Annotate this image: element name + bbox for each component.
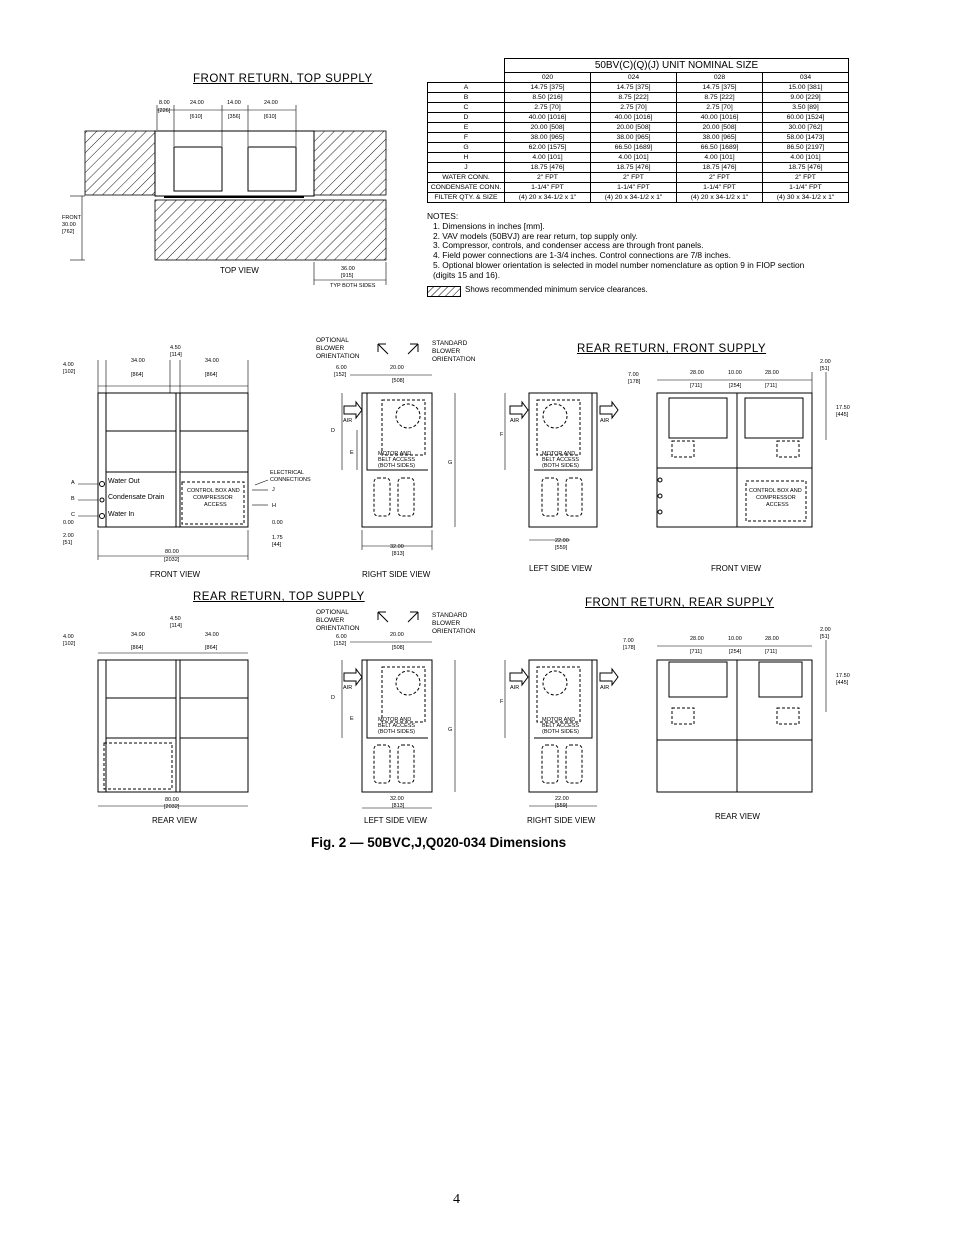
frs-dim-4-mm: [711]	[765, 649, 777, 655]
table-cell: 1-1/4" FPT	[763, 183, 849, 193]
right-side-view-label-lower: RIGHT SIDE VIEW	[527, 816, 596, 825]
fv-zero-left: 0.00	[63, 520, 74, 526]
rfs-dim-3-mm: [254]	[729, 383, 742, 389]
front-view-label: FRONT VIEW	[150, 570, 201, 579]
fv-dim-width-mm: [2032]	[164, 557, 180, 563]
fv-dim-width: 80.00	[165, 549, 179, 555]
elec-conn-label-1: ELECTRICAL	[270, 470, 304, 476]
rsv-letter-d: D	[331, 428, 335, 434]
note-item: 2. VAV models (50BVJ) are rear return, top supply only.	[433, 230, 638, 241]
rfs-ctrl-2: COMPRESSOR	[756, 495, 796, 501]
top-dim-4: 24.00	[264, 100, 278, 106]
row-label: F	[428, 133, 505, 143]
lsv2-dim-2-mm: [508]	[392, 645, 405, 651]
rsv2-dim-depth-mm: [559]	[555, 803, 568, 809]
row-label: CONDENSATE CONN.	[428, 183, 505, 193]
fv-letter-h: H	[272, 503, 276, 509]
elec-conn-label-2: CONNECTIONS	[270, 477, 311, 483]
lsv-letter-f: F	[500, 432, 504, 438]
table-cell: 14.75 [375]	[505, 83, 591, 93]
note-item: 5. Optional blower orientation is selected in model number nomenclature as option 9 in FIOP section	[433, 259, 805, 270]
lsv2-letter-e: E	[350, 716, 354, 722]
top-view-label: TOP VIEW	[220, 266, 259, 275]
table-cell: 60.00 [1524]	[763, 113, 849, 123]
top-dim-4-mm: [610]	[264, 114, 277, 120]
table-cell: 1-1/4" FPT	[591, 183, 677, 193]
top-dim-3: 14.00	[227, 100, 241, 106]
row-label: D	[428, 113, 505, 123]
table-cell: (4) 20 x 34-1/2 x 1"	[677, 193, 763, 203]
section-title-rear-return-front-supply: REAR RETURN, FRONT SUPPLY	[577, 343, 767, 355]
lsv2-dim-1-mm: [152]	[334, 641, 347, 647]
top-dim-2-mm: [610]	[190, 114, 203, 120]
rfs-dim-5: 2.00	[820, 359, 831, 365]
table-cell: 18.75 [476]	[763, 163, 849, 173]
optional-orientation-3: ORIENTATION	[316, 353, 360, 360]
frs-dim-2-mm: [711]	[690, 649, 702, 655]
standard-orientation-2: BLOWER	[432, 348, 461, 355]
fv-dim-bot-left: 2.00	[63, 533, 74, 539]
rv-dim-a-mm: [864]	[131, 645, 144, 651]
frs-dim-6: 17.50	[836, 673, 850, 679]
rfs-dim-1-mm: [178]	[628, 379, 641, 385]
fv-dim-b-mm: [864]	[205, 372, 218, 378]
row-label: B	[428, 93, 505, 103]
rear-view-label: REAR VIEW	[152, 816, 197, 825]
rsv-dim-1: 6.00	[336, 365, 347, 371]
rv-dim-a: 34.00	[131, 632, 145, 638]
rsv-dim-2-mm: [508]	[392, 378, 405, 384]
rfs-dim-6-mm: [445]	[836, 412, 849, 418]
lsv-air-label-1: AIR	[510, 418, 520, 424]
standard-orientation-1-lower: STANDARD	[432, 612, 468, 619]
table-cell: 58.00 [1473]	[763, 133, 849, 143]
rfs-dim-5-mm: [51]	[820, 366, 830, 372]
fv-ctrl-label-1: CONTROL BOX AND	[187, 488, 240, 494]
top-side-dim-mm: [915]	[341, 273, 354, 279]
table-cell: 2.75 [70]	[591, 103, 677, 113]
rsv2-air-label-1: AIR	[510, 685, 520, 691]
frs-dim-6-mm: [445]	[836, 680, 849, 686]
top-front-dim-mm: [762]	[62, 229, 75, 235]
row-label: A	[428, 83, 505, 93]
lsv2-dim-depth-mm: [813]	[392, 803, 405, 809]
rsv2-motor-3: (BOTH SIDES)	[542, 729, 579, 735]
table-cell: 1-1/4" FPT	[677, 183, 763, 193]
standard-orientation-3-lower: ORIENTATION	[432, 628, 476, 635]
rsv-dim-depth: 32.00	[390, 544, 404, 550]
table-cell: 20.00 [508]	[677, 123, 763, 133]
table-title: 50BV(C)(Q)(J) UNIT NOMINAL SIZE	[505, 59, 849, 73]
optional-orientation-2: BLOWER	[316, 345, 345, 352]
frs-dim-2: 28.00	[690, 636, 704, 642]
row-label: J	[428, 163, 505, 173]
row-label: FILTER QTY. & SIZE	[428, 193, 505, 203]
table-cell: 15.00 [381]	[763, 83, 849, 93]
optional-orientation-1: OPTIONAL	[316, 337, 349, 344]
table-cell: (4) 20 x 34-1/2 x 1"	[591, 193, 677, 203]
row-label: H	[428, 153, 505, 163]
rv-dim-left: 4.00	[63, 634, 74, 640]
section-title-front-return-rear-supply: FRONT RETURN, REAR SUPPLY	[585, 597, 775, 609]
table-cell: 38.00 [965]	[591, 133, 677, 143]
fv-dim-a: 34.00	[131, 358, 145, 364]
lsv2-letter-g: G	[448, 727, 453, 733]
page-number: 4	[453, 1192, 460, 1207]
row-label: WATER CONN.	[428, 173, 505, 183]
frs-dim-5: 2.00	[820, 627, 831, 633]
rsv-air-label: AIR	[343, 418, 353, 424]
fv-letter-b: B	[71, 496, 75, 502]
size-header: 024	[591, 73, 677, 83]
frs-dim-3-mm: [254]	[729, 649, 742, 655]
water-in-label: Water In	[108, 511, 135, 518]
top-side-dim: 36.00	[341, 266, 355, 272]
rsv2-letter-f: F	[500, 699, 504, 705]
table-cell: 8.50 [216]	[505, 93, 591, 103]
lsv2-dim-depth: 32.00	[390, 796, 404, 802]
table-cell: 1-1/4" FPT	[505, 183, 591, 193]
table-cell: 3.50 [89]	[763, 103, 849, 113]
top-front-label: FRONT	[62, 215, 81, 221]
table-cell: 2" FPT	[591, 173, 677, 183]
fv-ctrl-label-3: ACCESS	[204, 502, 227, 508]
rfs-dim-1: 7.00	[628, 372, 639, 378]
lsv2-motor-2: BELT ACCESS	[378, 723, 416, 729]
table-cell: 86.50 [2197]	[763, 143, 849, 153]
size-header: 028	[677, 73, 763, 83]
frs-dim-1-mm: [178]	[623, 645, 636, 651]
rv-dim-b: 34.00	[205, 632, 219, 638]
table-cell: 4.00 [101]	[591, 153, 677, 163]
rv-dim-width-mm: [2032]	[164, 804, 180, 810]
rv-dim-b-mm: [864]	[205, 645, 218, 651]
fv-ctrl-label-2: COMPRESSOR	[193, 495, 233, 501]
table-cell: 38.00 [965]	[505, 133, 591, 143]
rsv-motor-3: (BOTH SIDES)	[378, 463, 415, 469]
table-cell: 66.50 [1689]	[677, 143, 763, 153]
section-title-rear-return-top-supply: REAR RETURN, TOP SUPPLY	[193, 591, 365, 603]
table-cell: 9.00 [229]	[763, 93, 849, 103]
standard-orientation-1: STANDARD	[432, 340, 468, 347]
table-cell: 40.00 [1016]	[677, 113, 763, 123]
frs-dim-1: 7.00	[623, 638, 634, 644]
rfs-ctrl-1: CONTROL BOX AND	[749, 488, 802, 494]
table-cell: 66.50 [1689]	[591, 143, 677, 153]
frs-dim-3: 10.00	[728, 636, 742, 642]
rfs-dim-2: 28.00	[690, 370, 704, 376]
standard-orientation-3: ORIENTATION	[432, 356, 476, 363]
rfs-dim-3: 10.00	[728, 370, 742, 376]
table-cell: 30.00 [762]	[763, 123, 849, 133]
frs-dim-5-mm: [51]	[820, 634, 830, 640]
lsv2-dim-1: 6.00	[336, 634, 347, 640]
rsv2-motor-2: BELT ACCESS	[542, 723, 580, 729]
lsv-air-label-2: AIR	[600, 418, 610, 424]
optional-orientation-1-lower: OPTIONAL	[316, 609, 349, 616]
lsv2-motor-3: (BOTH SIDES)	[378, 729, 415, 735]
lsv2-letter-d: D	[331, 695, 335, 701]
row-label: E	[428, 123, 505, 133]
lsv2-dim-2: 20.00	[390, 632, 404, 638]
table-cell: 62.00 [1575]	[505, 143, 591, 153]
frs-rear-view-label: REAR VIEW	[715, 812, 760, 821]
rsv-motor-2: BELT ACCESS	[378, 457, 416, 463]
left-side-view-label-lower: LEFT SIDE VIEW	[364, 816, 427, 825]
left-side-view-label: LEFT SIDE VIEW	[529, 564, 592, 573]
fv-zero-right: 0.00	[272, 520, 283, 526]
rsv2-dim-depth: 22.00	[555, 796, 569, 802]
rv-dim-width: 80.00	[165, 797, 179, 803]
top-dim-2: 24.00	[190, 100, 204, 106]
rv-dim-top: 4.50	[170, 616, 181, 622]
table-cell: 38.00 [965]	[677, 133, 763, 143]
rv-dim-left-mm: [102]	[63, 641, 76, 647]
water-out-label: Water Out	[108, 478, 140, 485]
rsv-dim-depth-mm: [813]	[392, 551, 405, 557]
table-cell: 14.75 [375]	[591, 83, 677, 93]
table-cell: 2.75 [70]	[677, 103, 763, 113]
section-title-front-return-top-supply: FRONT RETURN, TOP SUPPLY	[193, 73, 373, 85]
fv-letter-c: C	[71, 512, 75, 518]
size-header: 034	[763, 73, 849, 83]
lsv-motor-3: (BOTH SIDES)	[542, 463, 579, 469]
fv-dim-top-mm: [114]	[170, 352, 182, 358]
rfs-dim-4-mm: [711]	[765, 383, 777, 389]
table-cell: 2" FPT	[763, 173, 849, 183]
rfs-dim-6: 17.50	[836, 405, 850, 411]
lsv2-air-label: AIR	[343, 685, 353, 691]
size-header: 020	[505, 73, 591, 83]
fv-dim-bot-right: 1.75	[272, 535, 283, 541]
table-cell: 2" FPT	[505, 173, 591, 183]
rv-dim-top-mm: [114]	[170, 623, 182, 629]
fv-dim-b: 34.00	[205, 358, 219, 364]
note-item: 4. Field power connections are 1-3/4 inches. Control connections are 7/8 inches.	[433, 250, 731, 261]
fv-dim-left: 4.00	[63, 362, 74, 368]
fv-dim-top: 4.50	[170, 345, 181, 351]
top-front-dim: 30.00	[62, 222, 76, 228]
optional-orientation-2-lower: BLOWER	[316, 617, 345, 624]
table-cell: 40.00 [1016]	[505, 113, 591, 123]
note-item: (digits 15 and 16).	[433, 269, 501, 280]
lsv-motor-1: MOTOR AND	[542, 451, 576, 457]
table-cell: (4) 30 x 34-1/2 x 1"	[763, 193, 849, 203]
rsv-motor-1: MOTOR AND	[378, 451, 412, 457]
right-side-view-label: RIGHT SIDE VIEW	[362, 570, 431, 579]
rfs-dim-4: 28.00	[765, 370, 779, 376]
table-cell: 20.00 [508]	[505, 123, 591, 133]
fv-dim-bot-right-mm: [44]	[272, 542, 282, 548]
top-dim-1: 8.00	[159, 100, 170, 106]
condensate-drain-label: Condensate Drain	[108, 494, 165, 501]
clearance-legend-text: Shows recommended minimum service clearances.	[465, 285, 648, 294]
rfs-front-view-label: FRONT VIEW	[711, 564, 762, 573]
fv-dim-left-mm: [102]	[63, 369, 76, 375]
top-dim-1-mm: [226]	[158, 108, 171, 114]
fv-letter-a: A	[71, 480, 75, 486]
note-item: 1. Dimensions in inches [mm].	[433, 220, 545, 231]
standard-orientation-2-lower: BLOWER	[432, 620, 461, 627]
top-dim-3-mm: [356]	[228, 114, 241, 120]
lsv2-motor-1: MOTOR AND	[378, 717, 412, 723]
table-cell: 20.00 [508]	[591, 123, 677, 133]
rsv-dim-1-mm: [152]	[334, 372, 347, 378]
optional-orientation-3-lower: ORIENTATION	[316, 625, 360, 632]
lsv-dim-depth-mm: [559]	[555, 545, 568, 551]
rsv2-motor-1: MOTOR AND	[542, 717, 576, 723]
frs-dim-4: 28.00	[765, 636, 779, 642]
table-cell: 4.00 [101]	[763, 153, 849, 163]
notes-heading: NOTES:	[427, 211, 459, 221]
table-cell: 4.00 [101]	[677, 153, 763, 163]
rsv-dim-2: 20.00	[390, 365, 404, 371]
row-label: G	[428, 143, 505, 153]
top-side-note: TYP BOTH SIDES	[330, 283, 376, 289]
table-cell: 8.75 [222]	[677, 93, 763, 103]
table-cell: 2" FPT	[677, 173, 763, 183]
rfs-ctrl-3: ACCESS	[766, 502, 789, 508]
rsv-letter-g: G	[448, 460, 453, 466]
table-cell: 4.00 [101]	[505, 153, 591, 163]
lsv-motor-2: BELT ACCESS	[542, 457, 580, 463]
fv-letter-j: J	[272, 487, 275, 493]
row-label: C	[428, 103, 505, 113]
table-cell: 40.00 [1016]	[591, 113, 677, 123]
note-item: 3. Compressor, controls, and condenser access are through front panels.	[433, 240, 704, 251]
fv-dim-bot-left-mm: [51]	[63, 540, 73, 546]
rfs-dim-2-mm: [711]	[690, 383, 702, 389]
table-cell: 18.75 [476]	[505, 163, 591, 173]
table-cell: 2.75 [70]	[505, 103, 591, 113]
table-cell: 18.75 [476]	[677, 163, 763, 173]
table-cell: (4) 20 x 34-1/2 x 1"	[505, 193, 591, 203]
table-cell: 18.75 [476]	[591, 163, 677, 173]
table-cell: 14.75 [375]	[677, 83, 763, 93]
rsv-letter-e: E	[350, 450, 354, 456]
lsv-dim-depth: 22.00	[555, 538, 569, 544]
table-cell: 8.75 [222]	[591, 93, 677, 103]
rsv2-air-label-2: AIR	[600, 685, 610, 691]
figure-caption: Fig. 2 — 50BVC,J,Q020-034 Dimensions	[311, 835, 567, 850]
fv-dim-a-mm: [864]	[131, 372, 144, 378]
